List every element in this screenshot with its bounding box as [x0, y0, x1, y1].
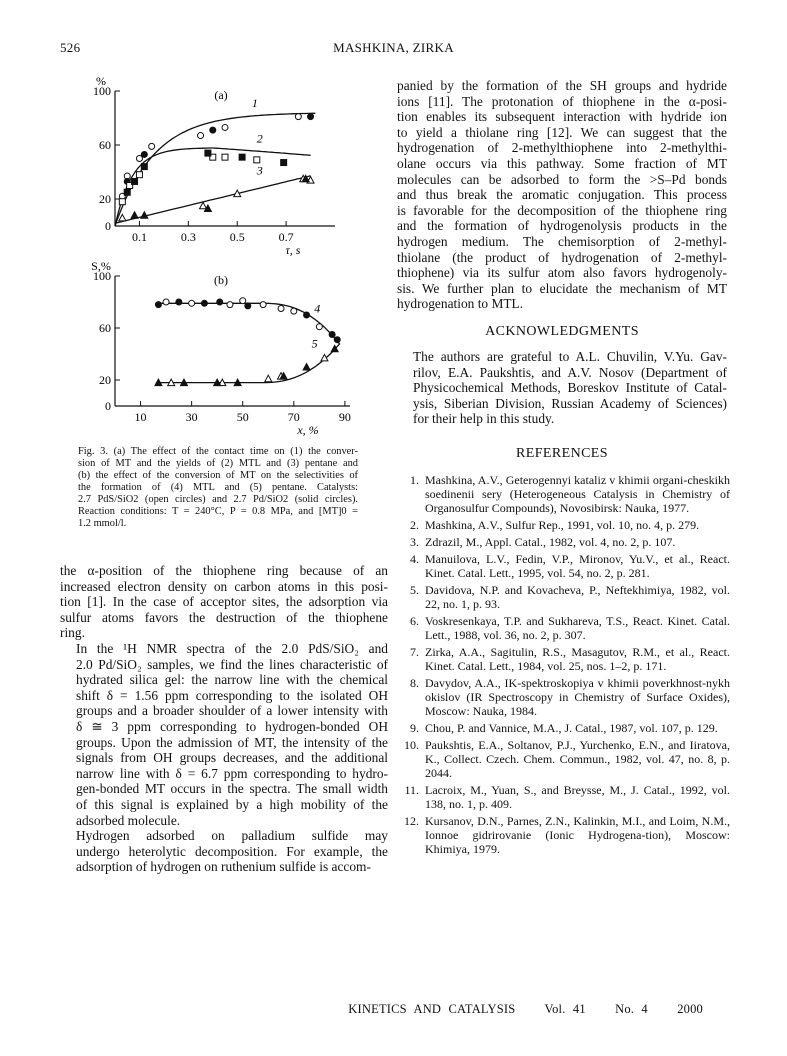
journal-year: 2000	[677, 1002, 703, 1016]
figure-3	[60, 66, 380, 446]
open-circle-point	[227, 302, 233, 308]
reference-text: Kursanov, D.N., Parnes, Z.N., Kalinkin, M.I., and Loim, N.M., Ionnoe gidrirovanie (Ionic Hydrogena-tion), Moscow: Khimiya, 1979.	[425, 814, 730, 856]
open-circle-point	[260, 302, 266, 308]
reference-number: 5.	[410, 583, 419, 597]
reference-number: 6.	[410, 614, 419, 628]
y-tick-label: 60	[99, 138, 111, 152]
open-square-point	[254, 157, 260, 163]
reference-item	[397, 518, 730, 532]
y-tick-label: 20	[99, 373, 111, 387]
text-line: for their help in this study.	[413, 411, 555, 427]
open-circle-point	[291, 308, 297, 314]
open-circle-point	[278, 306, 284, 312]
open-square-point	[222, 154, 228, 160]
acknowledgments-text	[397, 349, 727, 427]
text-line: tion [1]. In the case of acceptor sites, the adsorption via	[60, 594, 388, 610]
text-line: increased electron density on carbon atoms in this posi-	[60, 578, 388, 594]
curve-label: 5	[311, 336, 318, 351]
solid-circle-point	[141, 151, 147, 157]
open-circle-point	[222, 124, 228, 130]
y-tick-label: 20	[99, 192, 111, 206]
y-tick-label: 100	[93, 269, 111, 283]
solid-circle-point	[245, 303, 251, 309]
solid-circle-point	[308, 114, 314, 120]
journal-number: No. 4	[615, 1002, 648, 1016]
solid-square-point	[205, 150, 211, 156]
reference-number: 3.	[410, 535, 419, 549]
figure-caption	[78, 446, 358, 530]
reference-text: Davydov, A.A., IK-spektroskopiya v khimii poverkhnost-nykh okislov (IR Spectroscopy in Chemistry of Surface Oxides), Moscow: Nauka, 1984.	[425, 676, 730, 718]
journal-footer	[348, 1002, 703, 1017]
panel-label: (b)	[214, 273, 228, 287]
reference-item	[397, 614, 730, 642]
solid-circle-point	[176, 299, 182, 305]
text-line: adsorbed molecule.	[76, 812, 181, 828]
caption-line: Reaction conditions: T = 240°C, P = 0.8 MPa, and [MT]0 =	[78, 506, 358, 517]
text-line: panied by the formation of the SH groups and hydride	[397, 78, 727, 93]
text-line: δ ≅ 3 ppm corresponding to hydrogen-bonded OH	[76, 718, 388, 734]
x-tick-label: 50	[236, 410, 249, 424]
reference-text: Davidova, N.P. and Kovacheva, P., Neftekhimiya, 1982, vol. 22, no. 1, p. 93.	[425, 583, 730, 611]
open-circle-point	[295, 114, 301, 120]
y-tick-label: 0	[105, 399, 111, 413]
x-tick-label: 70	[287, 410, 300, 424]
solid-square-point	[141, 164, 147, 170]
reference-text: Zdrazil, M., Appl. Catal., 1982, vol. 4, no. 2, p. 107.	[425, 535, 676, 549]
open-triangle-point	[265, 375, 272, 382]
curve-label: 2	[256, 131, 263, 146]
text-line: of this signal is explained by a high mobility of the	[76, 796, 388, 812]
curve-label: 4	[314, 301, 321, 316]
solid-triangle-point	[131, 212, 138, 219]
reference-item	[397, 535, 730, 549]
open-circle-point	[189, 300, 195, 306]
y-axis-label: S,%	[91, 259, 111, 273]
text-line: ions [11]. The protonation of thiophene in the α-posi-	[397, 93, 727, 109]
reference-number: 4.	[410, 552, 419, 566]
text-line: Physicochemical Methods, Boreskov Institute of Catal-	[413, 380, 727, 396]
text-line: adsorption of hydrogen on ruthenium sulfide is accom-	[76, 859, 371, 875]
text-line: rilov, E.A. Paukshtis, and A.V. Nosov (Department of	[413, 364, 727, 380]
open-triangle-point	[200, 202, 207, 209]
reference-text: Paukshtis, E.A., Soltanov, P.J., Yurchenko, E.N., and Iiratova, K., Collect. Czech. Chem. Commun., 1982, vol. 47, no. 8, p. 2044.	[425, 738, 730, 780]
y-tick-label: 60	[99, 321, 111, 335]
journal-volume: Vol. 41	[544, 1002, 586, 1016]
solid-circle-point	[304, 312, 310, 318]
curve-label: 3	[256, 163, 263, 178]
reference-number: 7.	[410, 645, 419, 659]
reference-text: Chou, P. and Vannice, M.A., J. Catal., 1987, vol. 107, p. 129.	[425, 721, 718, 735]
reference-item	[397, 552, 730, 580]
open-circle-point	[163, 299, 169, 305]
text-line: groups and a broader shoulder of a lower intensity with	[76, 703, 388, 719]
y-tick-label: 0	[105, 219, 111, 233]
reference-item	[397, 645, 730, 673]
solid-square-point	[124, 189, 130, 195]
text-line: ring.	[60, 625, 85, 641]
panel-label: (a)	[214, 88, 228, 102]
y-axis-label: %	[96, 74, 106, 88]
text-line: hydrogenation to MTL.	[397, 296, 524, 312]
text-line: ysis, Siberian Division, Russian Academy of Sciences)	[413, 395, 727, 411]
text-line: to yield a thiolane ring [12]. We can suggest that the	[397, 124, 727, 140]
left-paragraph-1	[60, 563, 388, 641]
solid-circle-point	[210, 127, 216, 133]
reference-number: 9.	[410, 721, 419, 735]
reference-item	[397, 814, 730, 856]
caption-line: (b) the effect of the conversion of MT on the selectivities of	[78, 470, 358, 481]
left-column	[60, 563, 388, 875]
text-line: sulfur atoms favors the destruction of the thiophene	[60, 609, 388, 625]
reference-item	[397, 721, 730, 735]
open-circle-point	[240, 298, 246, 304]
text-line: and thus break the aromatic conjugation. This process	[397, 187, 727, 203]
left-paragraph-3	[60, 828, 388, 875]
text-line: hydrated silica gel: the narrow line with the chemical	[76, 672, 388, 688]
x-axis-label: x, %	[297, 423, 319, 437]
chart-panel-b	[91, 259, 351, 437]
reference-item	[397, 583, 730, 611]
text-line: shift δ = 1.56 ppm corresponding to the isolated OH	[76, 687, 388, 703]
reference-text: Zirka, A.A., Sagitulin, R.S., Masagutov, R.M., et al., React. Kinet. Catal. Lett., 1984, vol. 25, nos. 1–2, p. 171.	[425, 645, 730, 673]
text-line: The authors are grateful to A.L. Chuvilin, V.Yu. Gav-	[413, 349, 727, 364]
x-tick-label: 0.7	[278, 230, 294, 244]
solid-square-point	[281, 160, 287, 166]
reference-number: 2.	[410, 518, 419, 532]
running-head: MASHKINA, ZIRKA	[333, 40, 454, 55]
reference-number: 12.	[404, 814, 419, 828]
text-line: and the formation of hydrogenolysis products in the	[397, 218, 727, 234]
text-line: hydrogenation of 2-methylthiophene into 2-methylthi-	[397, 140, 727, 156]
text-line: tion enables its subsequent interaction with hydride ion	[397, 109, 727, 125]
solid-circle-point	[329, 332, 335, 338]
solid-circle-point	[217, 299, 223, 305]
open-square-point	[136, 172, 142, 178]
references-title: REFERENCES	[516, 446, 608, 461]
text-line: thiophene) via its sulfur atom also favors hydrogenoly-	[397, 265, 727, 281]
open-square-point	[119, 199, 125, 205]
open-circle-point	[149, 143, 155, 149]
text-line: gen-bonded MT occurs in the spectra. The small width	[76, 781, 388, 797]
x-tick-label: 0.3	[180, 230, 196, 244]
reference-text: Mashkina, A.V., Sulfur Rep., 1991, vol. 10, no. 4, p. 279.	[425, 518, 700, 532]
solid-circle-point	[201, 300, 207, 306]
reference-item	[397, 738, 730, 780]
left-paragraph-2	[60, 641, 388, 828]
caption-line: Fig. 3. (a) The effect of the contact time on (1) the conver-	[78, 446, 358, 457]
caption-line: sion of MT and the yields of (2) MTL and (3) pentane and	[78, 458, 358, 469]
reference-number: 1.	[410, 473, 419, 487]
text-line: narrow line with δ = 6.7 ppm corresponding to hydro-	[76, 765, 388, 781]
text-line: hydrogen medium. The chemisorption of 2-methyl-	[397, 233, 727, 249]
curve-label: 1	[251, 96, 258, 111]
x-axis-label: τ, s	[285, 243, 301, 257]
reference-number: 11.	[404, 783, 419, 797]
y-tick-label: 100	[93, 84, 111, 98]
solid-circle-point	[334, 337, 340, 343]
text-line: is favorable for the decomposition of the thiophene ring	[397, 202, 727, 218]
text-line: groups. Upon the admission of MT, the intensity of the	[76, 734, 388, 750]
solid-triangle-point	[303, 364, 310, 371]
caption-line: the formation of (4) MTL and (5) pentane. Catalysts:	[78, 482, 358, 493]
open-triangle-point	[119, 214, 126, 221]
reference-item	[397, 676, 730, 718]
text-line: olane occurs via this pathway. Some fraction of MT	[397, 155, 727, 171]
x-tick-label: 0.5	[229, 230, 245, 244]
reference-text: Manuilova, L.V., Fedin, V.P., Mironov, Yu.V., et al., React. Kinet. Catal. Lett., 1995, vol. 54, no. 2, p. 281.	[425, 552, 730, 580]
open-circle-point	[316, 324, 322, 330]
x-tick-label: 10	[134, 410, 147, 424]
text-line: undergo heterolytic decomposition. For example, the	[76, 843, 388, 859]
open-circle-point	[198, 133, 204, 139]
caption-line: 1.2 mmol/l.	[78, 518, 127, 529]
text-line: thiolane (the product of hydrogenation of 2-methyl-	[397, 249, 727, 265]
text-line: molecules can be adsorbed to form the >S–Pd bonds	[397, 171, 727, 187]
text-line: Hydrogen adsorbed on palladium sulfide may	[76, 828, 388, 844]
reference-text: Lacroix, M., Yuan, S., and Breysse, M., J. Catal., 1992, vol. 138, no. 1, p. 409.	[425, 783, 730, 811]
x-tick-label: 30	[185, 410, 198, 424]
text-line: the α-position of the thiophene ring because of an	[60, 563, 388, 578]
acknowledgments-title: ACKNOWLEDGMENTS	[485, 324, 639, 339]
solid-square-point	[239, 154, 245, 160]
solid-circle-point	[155, 302, 161, 308]
reference-number: 10.	[404, 738, 419, 752]
x-tick-label: 0.1	[131, 230, 147, 244]
text-line: 2.0 Pd/SiO₂ samples, we find the lines characteristic of	[76, 656, 388, 672]
text-line: signals from OH groups decreases, and the additional	[76, 750, 388, 766]
right-paragraph-1	[397, 78, 727, 312]
reference-text: Voskresenkaya, T.P. and Sukhareva, T.S., React. Kinet. Catal. Lett., 1988, vol. 36, no. 2, p. 307.	[425, 614, 730, 642]
x-tick-label: 90	[338, 410, 351, 424]
page-number: 526	[60, 40, 81, 55]
solid-square-point	[132, 178, 138, 184]
reference-text: Mashkina, A.V., Geterogennyi kataliz v khimii organi-cheskikh soedinenii sery (Heterogeneous Catalysis in Chemistry of Organosulfur Compounds), Novosibirsk: Nauka, 1977.	[425, 473, 730, 515]
text-line: sis. We further plan to elucidate the mechanism of MT	[397, 280, 727, 296]
chart-panel-a	[93, 74, 335, 257]
reference-item	[397, 783, 730, 811]
reference-item	[397, 473, 730, 515]
right-column	[397, 78, 727, 312]
journal-name: KINETICS AND CATALYSIS	[348, 1002, 516, 1016]
references-list	[397, 473, 730, 859]
reference-number: 8.	[410, 676, 419, 690]
text-line: In the ¹H NMR spectra of the 2.0 PdS/SiO₂ and	[76, 640, 388, 656]
caption-line: 2.7 PdS/SiO2 (open circles) and 2.7 Pd/SiO2 (solid circles).	[78, 494, 358, 505]
